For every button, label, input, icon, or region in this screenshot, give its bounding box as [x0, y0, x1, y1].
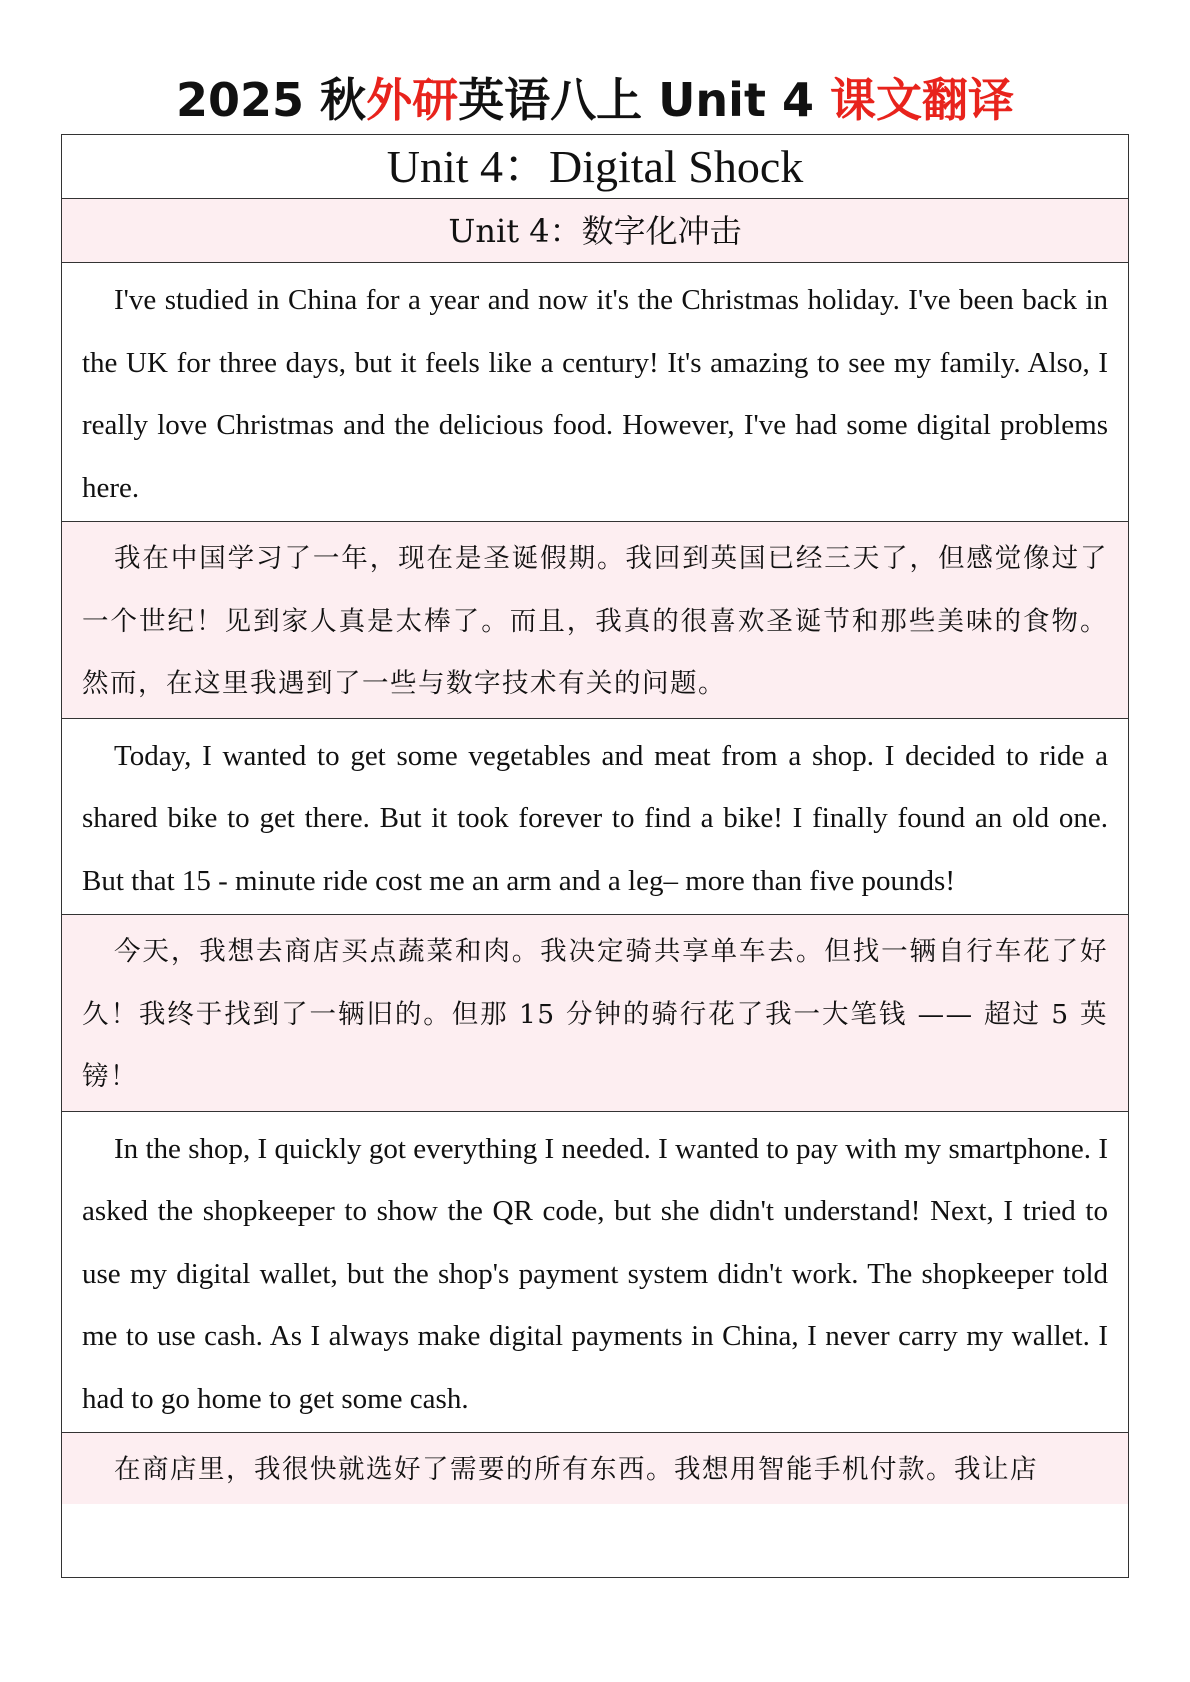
paragraph-3-english: In the shop, I quickly got everything I needed. I wanted to pay with my smartphone. I asked the shopkeeper to show the QR code, but she didn't understand! Next, I tried to use my digital wallet, but the shop's payment system didn't work. The shopkeeper told me to use cash. As I always make digital payments in China, I never carry my wallet. I had to go home to get some cash.	[62, 1112, 1128, 1434]
paragraph-3-chinese: 在商店里，我很快就选好了需要的所有东西。我想用智能手机付款。我让店	[62, 1433, 1128, 1504]
text-table	[61, 134, 1129, 1578]
paragraph-2-chinese: 今天，我想去商店买点蔬菜和肉。我决定骑共享单车去。但找一辆自行车花了好久！我终于找到了一辆旧的。但那 15 分钟的骑行花了我一大笔钱 —— 超过 5 英镑！	[62, 915, 1128, 1112]
paragraph-1-chinese: 我在中国学习了一年，现在是圣诞假期。我回到英国已经三天了，但感觉像过了一个世纪！见到家人真是太棒了。而且，我真的很喜欢圣诞节和那些美味的食物。然而，在这里我遇到了一些与数字技术有关的问题。	[62, 522, 1128, 719]
title-publisher-part: 外研	[366, 73, 459, 127]
title-course-part: 英语八上 Unit 4	[458, 73, 830, 127]
unit-title-chinese: Unit 4：数字化冲击	[62, 199, 1128, 263]
document-title	[0, 70, 1190, 130]
title-year-part: 2025 秋	[176, 73, 367, 127]
paragraph-1-english: I've studied in China for a year and now it's the Christmas holiday. I've been back in the UK for three days, but it feels like a century! It's amazing to see my family. Also, I really love Christmas and the delicious food. However, I've had some digital problems here.	[62, 263, 1128, 522]
paragraph-2-english: Today, I wanted to get some vegetables and meat from a shop. I decided to ride a shared bike to get there. But it took forever to find a bike! I finally found an old one. But that 15 - minute ride cost me an arm and a leg– more than five pounds!	[62, 719, 1128, 916]
unit-title-english: Unit 4：Digital Shock	[62, 135, 1128, 199]
title-type-part: 课文翻译	[829, 73, 1014, 127]
